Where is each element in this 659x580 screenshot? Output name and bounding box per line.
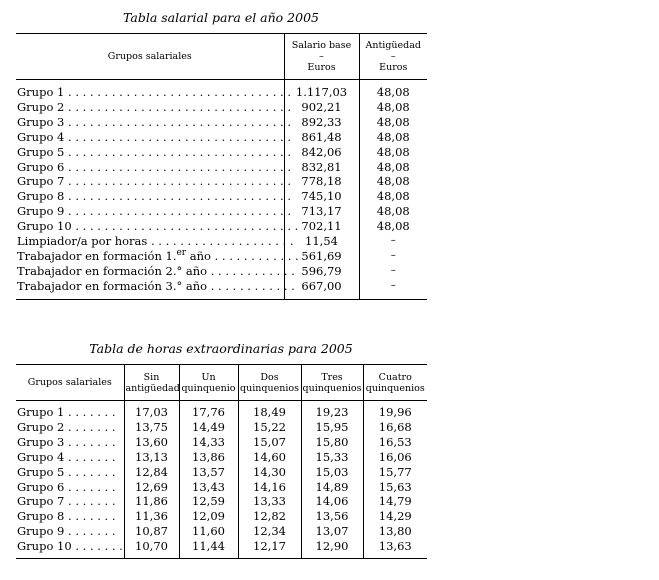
table-row	[16, 450, 427, 465]
dos-quinquenios-value: 12,34	[238, 524, 301, 539]
un-quinquenio-value: 12,09	[179, 509, 238, 524]
table-row	[16, 279, 427, 294]
header-antiguedad-title: Antigüedad	[365, 40, 421, 51]
dos-quinquenios-value: 14,60	[238, 450, 301, 465]
row-label: Grupo 8 . . . . . . . . . . . . . . . . . . . . . . . . . . . . . . .	[17, 189, 291, 204]
cuatro-quinquenios-value: 16,68	[363, 420, 427, 435]
un-quinquenio-value: 14,33	[179, 435, 238, 450]
sin-antiguedad-value: 17,03	[124, 405, 179, 420]
header-salario-base-sep: –	[319, 51, 324, 62]
un-quinquenio-value: 14,49	[179, 420, 238, 435]
antiguedad-value: 48,08	[359, 85, 427, 100]
un-quinquenio-value: 17,76	[179, 405, 238, 420]
row-label: Grupo 10 . . . . . . .	[17, 539, 123, 554]
overtime-table-caption: Tabla de horas extraordinarias para 2005	[89, 341, 353, 356]
row-label: Grupo 2 . . . . . . . . . . . . . . . . . . . . . . . . . . . . . . .	[17, 99, 291, 114]
table-row	[16, 435, 427, 450]
row-label: Grupo 9 . . . . . . .	[17, 524, 116, 539]
tres-quinquenios-value: 14,06	[301, 494, 363, 509]
table-row	[16, 160, 427, 175]
cuatro-quinquenios-value: 15,63	[363, 480, 427, 495]
row-label: Grupo 5 . . . . . . . . . . . . . . . . . . . . . . . . . . . . . . .	[17, 144, 291, 159]
row-label: Grupo 7 . . . . . . .	[17, 494, 116, 509]
salario-base-value: 745,10	[284, 189, 359, 204]
row-label-suffix: año . . . . . . . . . . . .	[186, 248, 299, 263]
row-label: Grupo 10 . . . . . . . . . . . . . . . . . . . . . . . . . . . . . . .	[17, 219, 299, 234]
tres-quinquenios-value: 13,56	[301, 509, 363, 524]
header-line2: quinquenio	[181, 382, 236, 394]
header-sin-antiguedad	[124, 365, 179, 401]
table-row	[16, 480, 427, 495]
antiguedad-value: –	[359, 249, 427, 264]
antiguedad-value: 48,08	[359, 115, 427, 130]
antiguedad-value: 48,08	[359, 145, 427, 160]
header-un-quinquenio	[179, 365, 238, 401]
header-line1: Dos	[260, 371, 279, 383]
antiguedad-value: –	[359, 264, 427, 279]
sin-antiguedad-value: 10,87	[124, 524, 179, 539]
tres-quinquenios-value: 19,23	[301, 405, 363, 420]
table-row	[16, 524, 427, 539]
row-label: Grupo 3 . . . . . . .	[17, 434, 116, 449]
row-label: Grupo 6 . . . . . . . . . . . . . . . . . . . . . . . . . . . . . . .	[17, 159, 291, 174]
table-row	[16, 249, 427, 264]
sin-antiguedad-value: 13,60	[124, 435, 179, 450]
cuatro-quinquenios-value: 16,06	[363, 450, 427, 465]
salary-table-caption: Tabla salarial para el año 2005	[123, 10, 319, 25]
header-line2: antigüedad	[125, 382, 180, 394]
header-salario-base	[284, 34, 359, 80]
sin-antiguedad-value: 12,69	[124, 480, 179, 495]
dos-quinquenios-value: 15,22	[238, 420, 301, 435]
un-quinquenio-value: 13,57	[179, 465, 238, 480]
table-row	[16, 539, 427, 554]
header-cuatro-quinquenios	[363, 365, 427, 401]
tres-quinquenios-value: 15,95	[301, 420, 363, 435]
salario-base-value: 702,11	[284, 219, 359, 234]
table-row	[16, 115, 427, 130]
row-label-text: Trabajador en formación 1.	[17, 248, 177, 263]
header-salario-base-title: Salario base	[291, 40, 352, 51]
header-line1: Cuatro	[378, 371, 412, 383]
un-quinquenio-value: 12,59	[179, 494, 238, 509]
row-label: Trabajador en formación 3.° año . . . . . . . . . . . .	[17, 278, 295, 293]
table-row	[16, 264, 427, 279]
un-quinquenio-value: 11,60	[179, 524, 238, 539]
antiguedad-value: –	[359, 279, 427, 294]
table-row	[16, 219, 427, 234]
salario-base-value: 561,69	[284, 249, 359, 264]
header-tres-quinquenios	[301, 365, 363, 401]
cuatro-quinquenios-value: 14,79	[363, 494, 427, 509]
sin-antiguedad-value: 13,75	[124, 420, 179, 435]
salario-base-value: 902,21	[284, 100, 359, 115]
tres-quinquenios-value: 13,07	[301, 524, 363, 539]
dos-quinquenios-value: 18,49	[238, 405, 301, 420]
antiguedad-value: –	[359, 234, 427, 249]
header-line2: quinquenios	[365, 382, 425, 394]
row-label: Grupo 8 . . . . . . .	[17, 509, 116, 524]
row-label	[16, 248, 299, 264]
cuatro-quinquenios-value: 14,29	[363, 509, 427, 524]
table-row	[16, 420, 427, 435]
antiguedad-value: 48,08	[359, 160, 427, 175]
antiguedad-value: 48,08	[359, 130, 427, 145]
dos-quinquenios-value: 14,30	[238, 465, 301, 480]
header-grupos-salariales: Grupos salariales	[27, 377, 112, 388]
header-salario-base-unit: Euros	[307, 62, 336, 73]
salario-base-value: 713,17	[284, 204, 359, 219]
dos-quinquenios-value: 15,07	[238, 435, 301, 450]
table-row	[16, 234, 427, 249]
table-row	[16, 509, 427, 524]
salario-base-value: 861,48	[284, 130, 359, 145]
header-antiguedad-unit: Euros	[379, 62, 408, 73]
dos-quinquenios-value: 12,17	[238, 539, 301, 554]
dos-quinquenios-value: 12,82	[238, 509, 301, 524]
cuatro-quinquenios-value: 13,80	[363, 524, 427, 539]
salario-base-value: 832,81	[284, 160, 359, 175]
sin-antiguedad-value: 10,70	[124, 539, 179, 554]
row-label: Grupo 1 . . . . . . .	[17, 405, 116, 419]
header-line1: Tres	[321, 371, 343, 383]
header-line2: quinquenios	[240, 382, 299, 394]
sin-antiguedad-value: 11,86	[124, 494, 179, 509]
header-antiguedad	[359, 34, 427, 80]
un-quinquenio-value: 13,43	[179, 480, 238, 495]
tres-quinquenios-value: 15,80	[301, 435, 363, 450]
tres-quinquenios-value: 15,03	[301, 465, 363, 480]
table-row	[16, 189, 427, 204]
row-label: Grupo 6 . . . . . . .	[17, 479, 116, 494]
row-label: Grupo 4 . . . . . . . . . . . . . . . . . . . . . . . . . . . . . . .	[17, 129, 291, 144]
table-row	[16, 494, 427, 509]
antiguedad-value: 48,08	[359, 204, 427, 219]
row-label: Grupo 1 . . . . . . . . . . . . . . . . . . . . . . . . . . . . . . .	[17, 85, 291, 99]
salario-base-value: 842,06	[284, 145, 359, 160]
table-row	[16, 174, 427, 189]
sin-antiguedad-value: 11,36	[124, 509, 179, 524]
un-quinquenio-value: 11,44	[179, 539, 238, 554]
tres-quinquenios-value: 12,90	[301, 539, 363, 554]
cuatro-quinquenios-value: 13,63	[363, 539, 427, 554]
row-label: Grupo 2 . . . . . . .	[17, 419, 116, 434]
cuatro-quinquenios-value: 19,96	[363, 405, 427, 420]
cuatro-quinquenios-value: 16,53	[363, 435, 427, 450]
overtime-table	[16, 364, 427, 559]
header-grupos-salariales: Grupos salariales	[107, 51, 192, 62]
antiguedad-value: 48,08	[359, 100, 427, 115]
salario-base-value: 596,79	[284, 264, 359, 279]
salario-base-value: 667,00	[284, 279, 359, 294]
row-label: Grupo 5 . . . . . . .	[17, 464, 116, 479]
salario-base-value: 1.117,03	[284, 85, 359, 100]
antiguedad-value: 48,08	[359, 189, 427, 204]
tres-quinquenios-value: 15,33	[301, 450, 363, 465]
un-quinquenio-value: 13,86	[179, 450, 238, 465]
header-antiguedad-sep: –	[390, 51, 396, 62]
table-row	[16, 130, 427, 145]
sin-antiguedad-value: 12,84	[124, 465, 179, 480]
antiguedad-value: 48,08	[359, 219, 427, 234]
dos-quinquenios-value: 14,16	[238, 480, 301, 495]
table-row	[16, 405, 427, 420]
table-row	[16, 85, 427, 100]
salario-base-value: 11,54	[284, 234, 359, 249]
row-label: Trabajador en formación 2.° año . . . . . . . . . . . .	[17, 263, 295, 278]
row-label: Limpiador/a por horas . . . . . . . . . . . . . . . . . . . .	[17, 234, 294, 249]
row-label: Grupo 3 . . . . . . . . . . . . . . . . . . . . . . . . . . . . . . .	[17, 114, 291, 129]
header-dos-quinquenios	[238, 365, 301, 401]
tres-quinquenios-value: 14,89	[301, 480, 363, 495]
header-line1: Sin	[143, 371, 160, 383]
header-line1: Un	[201, 371, 216, 383]
salary-table	[16, 33, 427, 300]
dos-quinquenios-value: 13,33	[238, 494, 301, 509]
row-label-superscript: er	[176, 248, 187, 259]
row-label: Grupo 9 . . . . . . . . . . . . . . . . . . . . . . . . . . . . . . .	[17, 204, 291, 219]
antiguedad-value: 48,08	[359, 174, 427, 189]
table-row	[16, 145, 427, 160]
header-line2: quinquenios	[302, 382, 362, 394]
table-row	[16, 204, 427, 219]
salario-base-value: 892,33	[284, 115, 359, 130]
row-label: Grupo 4 . . . . . . .	[17, 449, 116, 464]
table-row	[16, 100, 427, 115]
row-label: Grupo 7 . . . . . . . . . . . . . . . . . . . . . . . . . . . . . . .	[17, 174, 291, 189]
salario-base-value: 778,18	[284, 174, 359, 189]
sin-antiguedad-value: 13,13	[124, 450, 179, 465]
table-row	[16, 465, 427, 480]
cuatro-quinquenios-value: 15,77	[363, 465, 427, 480]
